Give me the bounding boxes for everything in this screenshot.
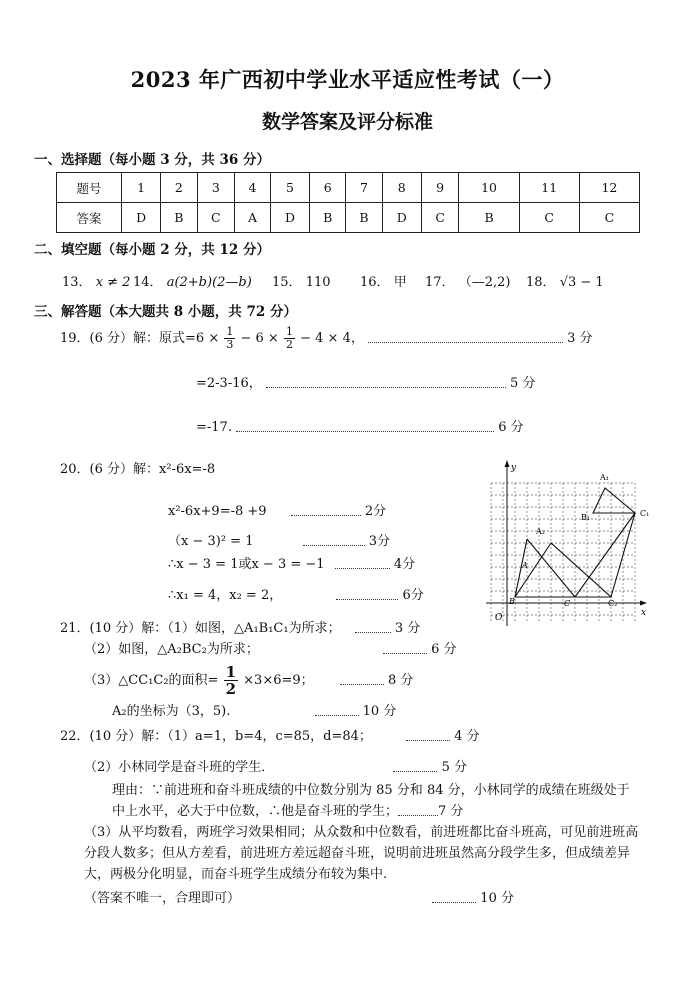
q19-mid: − 6 × (240, 331, 279, 346)
table-cell: 5 (270, 173, 309, 203)
q22-part1: 22．(10 分）解：（1）a=1，b=4，c=85，d=84； (60, 729, 372, 744)
fill-item-13 (62, 271, 130, 290)
q20-score1: 2分 (364, 504, 387, 519)
label-a2: A₂ (536, 527, 545, 536)
q22-note-line (84, 887, 514, 906)
fill-item-18 (526, 271, 604, 290)
fraction (224, 326, 235, 351)
table-cell: D (270, 203, 309, 233)
fraction (284, 326, 295, 351)
denominator: 3 (226, 338, 234, 351)
table-cell: B (161, 203, 197, 233)
dotted-leader (236, 423, 494, 432)
q21-part2: （2）如图，△A₂BC₂为所求； (84, 642, 259, 657)
x-axis-arrow (640, 601, 647, 606)
q19-line2 (196, 372, 535, 391)
denominator: 2 (225, 680, 237, 698)
q22-score4: 10 分 (480, 891, 514, 906)
numerator: 1 (225, 663, 237, 681)
fill-item-17 (425, 271, 510, 290)
q21-part1: 21．(10 分）解：（1）如图，△A₁B₁C₁为所求； (60, 621, 341, 636)
table-cell: D (382, 203, 421, 233)
label-a: A (522, 561, 528, 570)
q19-prefix: 19．(6 分）解：原式=6 × (60, 331, 220, 346)
y-axis-label: y (511, 463, 517, 473)
page-title: 2023 年广西初中学业水平适应性考试（一） (130, 67, 565, 92)
origin-label: O (495, 613, 503, 623)
q19-tail: − 4 × 4， (300, 331, 364, 346)
answer-table (56, 172, 640, 233)
section2-heading: 二、填空题（每小题 2 分，共 12 分） (34, 242, 270, 258)
q22-part3-text: （3）从平均数看，两班学习效果相同；从众数和中位数看，前进班都比奋斗班高，可见前进班高分段人数多；但从方差看，前进班方差远超奋斗班，说明前进班虽然高分段学生多，但成绩差异大，两极分化明显，而奋斗班学生成绩分布较为集中. (84, 825, 639, 882)
q21-score3: 8 分 (387, 673, 414, 688)
coordinate-graph (478, 458, 658, 628)
q22-score1: 4 分 (454, 729, 480, 744)
fill-item-number: 14． (133, 275, 163, 290)
dotted-leader (340, 676, 384, 685)
q21-line1 (60, 617, 420, 636)
table-cell: C (579, 203, 639, 233)
q20-step2-text: （x − 3)² = 1 (168, 534, 254, 549)
table-cell: 11 (519, 173, 579, 203)
table-cell: B (459, 203, 519, 233)
q19-score2: 5 分 (510, 376, 536, 391)
table-cell: 2 (161, 173, 197, 203)
q20-step3 (168, 553, 415, 572)
q21-score4: 10 分 (362, 704, 397, 719)
table-cell: B (310, 203, 346, 233)
q21-score2: 6 分 (431, 642, 457, 657)
dotted-leader (355, 624, 391, 633)
table-cell: C (519, 203, 579, 233)
table-cell: 6 (310, 173, 346, 203)
dotted-leader (383, 645, 427, 654)
fill-item-number: 15． (272, 275, 302, 290)
page-subtitle: 数学答案及评分标准 (261, 111, 433, 133)
q20-step4 (168, 584, 424, 603)
dotted-leader (336, 591, 398, 600)
fill-item-14 (133, 271, 252, 290)
q21-line2 (84, 638, 457, 657)
dotted-leader (266, 379, 506, 388)
fill-item-16 (360, 271, 407, 290)
table-cell: B (346, 203, 382, 233)
q22-score2: 5 分 (441, 760, 467, 775)
y-axis-arrow (505, 460, 510, 467)
label-c2: C₂ (608, 599, 618, 608)
dotted-leader (291, 507, 361, 516)
q20-head: 20．(6 分）解：x²-6x=-8 (60, 462, 216, 477)
q19-score1: 3 分 (567, 331, 593, 346)
fill-item-number: 16． (360, 275, 390, 290)
label-b: B (509, 597, 515, 606)
q20-score2: 3分 (368, 534, 391, 549)
dotted-leader (335, 560, 390, 569)
dotted-leader (432, 894, 476, 903)
q19-line1 (60, 326, 593, 351)
q19-score3: 6 分 (498, 420, 524, 435)
fill-item-number: 17． (425, 275, 455, 290)
q21-line4 (112, 700, 396, 719)
q21-score1: 3 分 (394, 621, 421, 636)
fill-item-answer: 甲 (393, 275, 407, 290)
q20-step4-text: ∴x₁ = 4，x₂ = 2， (168, 588, 283, 603)
table-row (57, 173, 640, 203)
section1-heading: 一、选择题（每小题 3 分，共 36 分） (34, 152, 270, 168)
q19-step2: =2-3-16， (196, 376, 262, 391)
q20-step1 (168, 500, 386, 519)
q21-part4: A₂的坐标为（3，5). (112, 704, 231, 719)
numerator: 1 (285, 325, 293, 338)
fill-item-number: 18． (526, 275, 556, 290)
denominator: 2 (285, 338, 293, 351)
label-c1: C₁ (640, 509, 650, 518)
q20-step1-text: x²-6x+9=-8 +9 (168, 504, 267, 519)
dotted-leader (393, 763, 437, 772)
fill-item-answer: （—2,2) (458, 275, 511, 290)
dotted-leader (406, 732, 450, 741)
table-header-cell: 答案 (57, 203, 122, 233)
table-cell: 7 (346, 173, 382, 203)
label-c: C (564, 599, 571, 608)
q22-part2: （2）小林同学是奋斗班的学生． (84, 760, 275, 775)
fill-item-answer: a(2+b)(2—b) (166, 275, 252, 290)
label-a1: A₁ (600, 473, 609, 482)
table-cell: 4 (235, 173, 271, 203)
table-cell: 12 (579, 173, 639, 203)
q21-line3 (84, 664, 413, 697)
fill-item-number: 13． (62, 275, 92, 290)
numerator: 1 (226, 325, 234, 338)
fraction (224, 664, 238, 697)
table-cell: D (122, 203, 161, 233)
q22-reason (112, 780, 642, 822)
q19-step3: =-17. (196, 420, 232, 435)
table-cell: 9 (421, 173, 459, 203)
table-cell: C (421, 203, 459, 233)
q19-line3 (196, 416, 524, 435)
table-cell: 1 (122, 173, 161, 203)
q20-step2 (168, 530, 390, 549)
table-header-cell: 题号 (57, 173, 122, 203)
q22-part3 (84, 822, 644, 885)
table-cell: A (235, 203, 271, 233)
q21-part3-tail: ×3×6=9； (243, 673, 314, 688)
q22-note: （答案不唯一，合理即可） (84, 891, 241, 906)
q20-score3: 4分 (393, 557, 416, 572)
fill-item-answer: √3 − 1 (559, 275, 604, 290)
label-b1: B₁ (581, 513, 591, 522)
dotted-leader (315, 707, 359, 716)
fill-item-answer: 110 (305, 275, 331, 290)
x-axis-label: x (641, 608, 647, 618)
dotted-leader (303, 537, 365, 546)
dotted-leader (398, 807, 438, 816)
q20-step3-text: ∴x − 3 = 1或x − 3 = −1 (168, 557, 325, 572)
q22-score3: 7 分 (438, 804, 464, 819)
dotted-leader (368, 334, 563, 343)
table-cell: 3 (197, 173, 235, 203)
q22-line1 (60, 725, 480, 744)
table-row (57, 203, 640, 233)
fill-item-15 (272, 271, 331, 290)
table-cell: 8 (382, 173, 421, 203)
q22-reason-text: 理由：∵前进班和奋斗班成绩的中位数分别为 85 分和 84 分，小林同学的成绩在班级处于中上水平，必大于中位数，∴他是奋斗班的学生； (112, 783, 630, 819)
table-cell: C (197, 203, 235, 233)
table-cell: 10 (459, 173, 519, 203)
q22-line2 (84, 756, 467, 775)
fill-item-answer: x ≠ 2 (95, 275, 131, 290)
q20-score4: 6分 (402, 588, 424, 603)
section3-heading: 三、解答题（本大题共 8 小题，共 72 分） (34, 304, 297, 320)
q21-part3: （3）△CC₁C₂的面积= (84, 673, 219, 688)
